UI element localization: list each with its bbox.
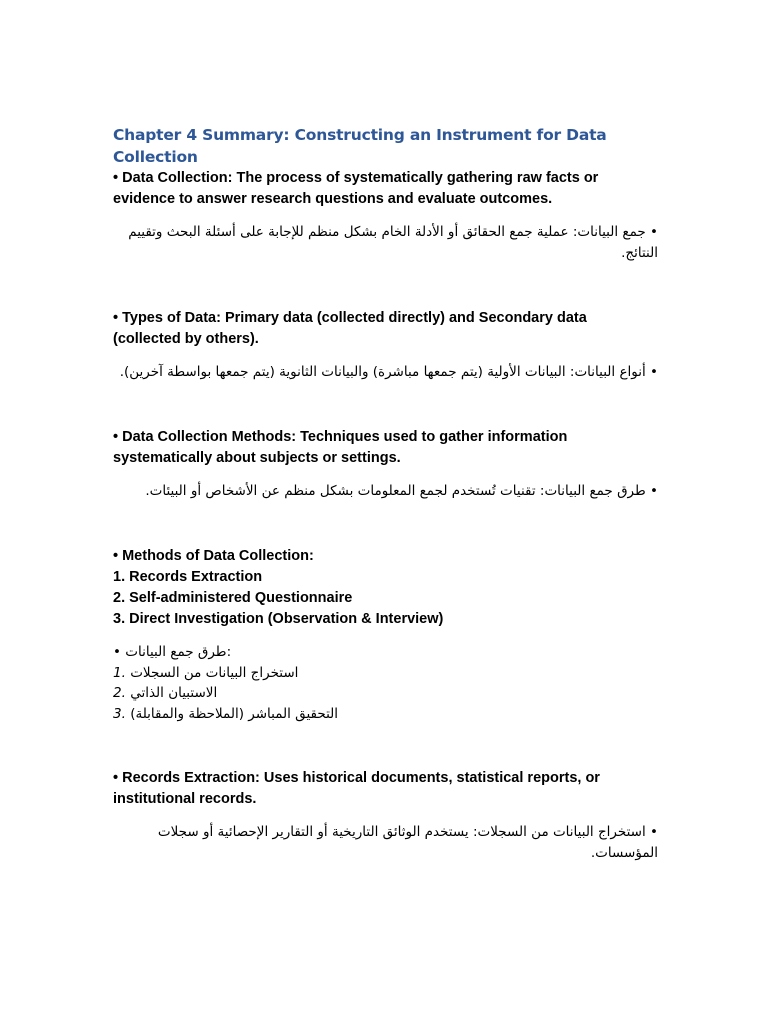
- method-item-2: 2. Self-administered Questionnaire: [113, 590, 353, 606]
- section-4-english: [113, 546, 658, 630]
- methods-heading: • Methods of Data Collection:: [113, 548, 314, 564]
- section-1-english: • Data Collection: The process of systematically gathering raw facts or evidence to answer research questions and evaluate outcomes.: [113, 170, 599, 207]
- section-5-english: • Records Extraction: Uses historical documents, statistical reports, or institutional records.: [113, 770, 600, 807]
- section-2-english: • Types of Data: Primary data (collected directly) and Secondary data (collected by others).: [113, 310, 587, 347]
- arabic-method-item-2-text: الاستبيان الذاتي: [125, 685, 218, 701]
- arabic-method-item-3-text: التحقيق المباشر (الملاحظة والمقابلة): [125, 705, 339, 722]
- item-number: 1.: [113, 664, 126, 681]
- arabic-methods-heading-text: طرق جمع البيانات:: [120, 644, 232, 660]
- arabic-method-item-1: [113, 663, 658, 684]
- document-page: [113, 124, 658, 864]
- item-number: 3.: [113, 705, 126, 722]
- section-3-arabic: • طرق جمع البيانات: تقنيات تُستخدم لجمع المعلومات بشكل منظم عن الأشخاص أو البيئات.: [145, 483, 658, 499]
- method-item-3: 3. Direct Investigation (Observation & Interview): [113, 611, 444, 627]
- method-item-1: 1. Records Extraction: [113, 569, 263, 585]
- section-5-arabic: • استخراج البيانات من السجلات: يستخدم الوثائق التاريخية أو التقارير الإحصائية أو سجلات المؤسسات.: [157, 824, 658, 861]
- document-title: Chapter 4 Summary: Constructing an Instrument for Data Collection: [113, 126, 607, 166]
- section-3-english: • Data Collection Methods: Techniques used to gather information systematically about subjects or settings.: [113, 429, 568, 466]
- arabic-methods-heading: [113, 642, 658, 663]
- bullet-marker: •: [113, 644, 121, 660]
- arabic-method-item-3: [113, 704, 658, 725]
- section-1-arabic: • جمع البيانات: عملية جمع الحقائق أو الأدلة الخام بشكل منظم للإجابة على أسئلة البحث وتقييم النتائج.: [128, 224, 658, 261]
- item-number: 2.: [113, 685, 126, 701]
- arabic-method-item-1-text: استخراج البيانات من السجلات: [125, 664, 299, 681]
- section-2-arabic: • أنواع البيانات: البيانات الأولية (يتم جمعها مباشرة) والبيانات الثانوية (يتم جمعها بواسطة آخرين).: [119, 364, 658, 380]
- arabic-method-item-2: [113, 683, 658, 704]
- section-4-arabic: [113, 642, 658, 724]
